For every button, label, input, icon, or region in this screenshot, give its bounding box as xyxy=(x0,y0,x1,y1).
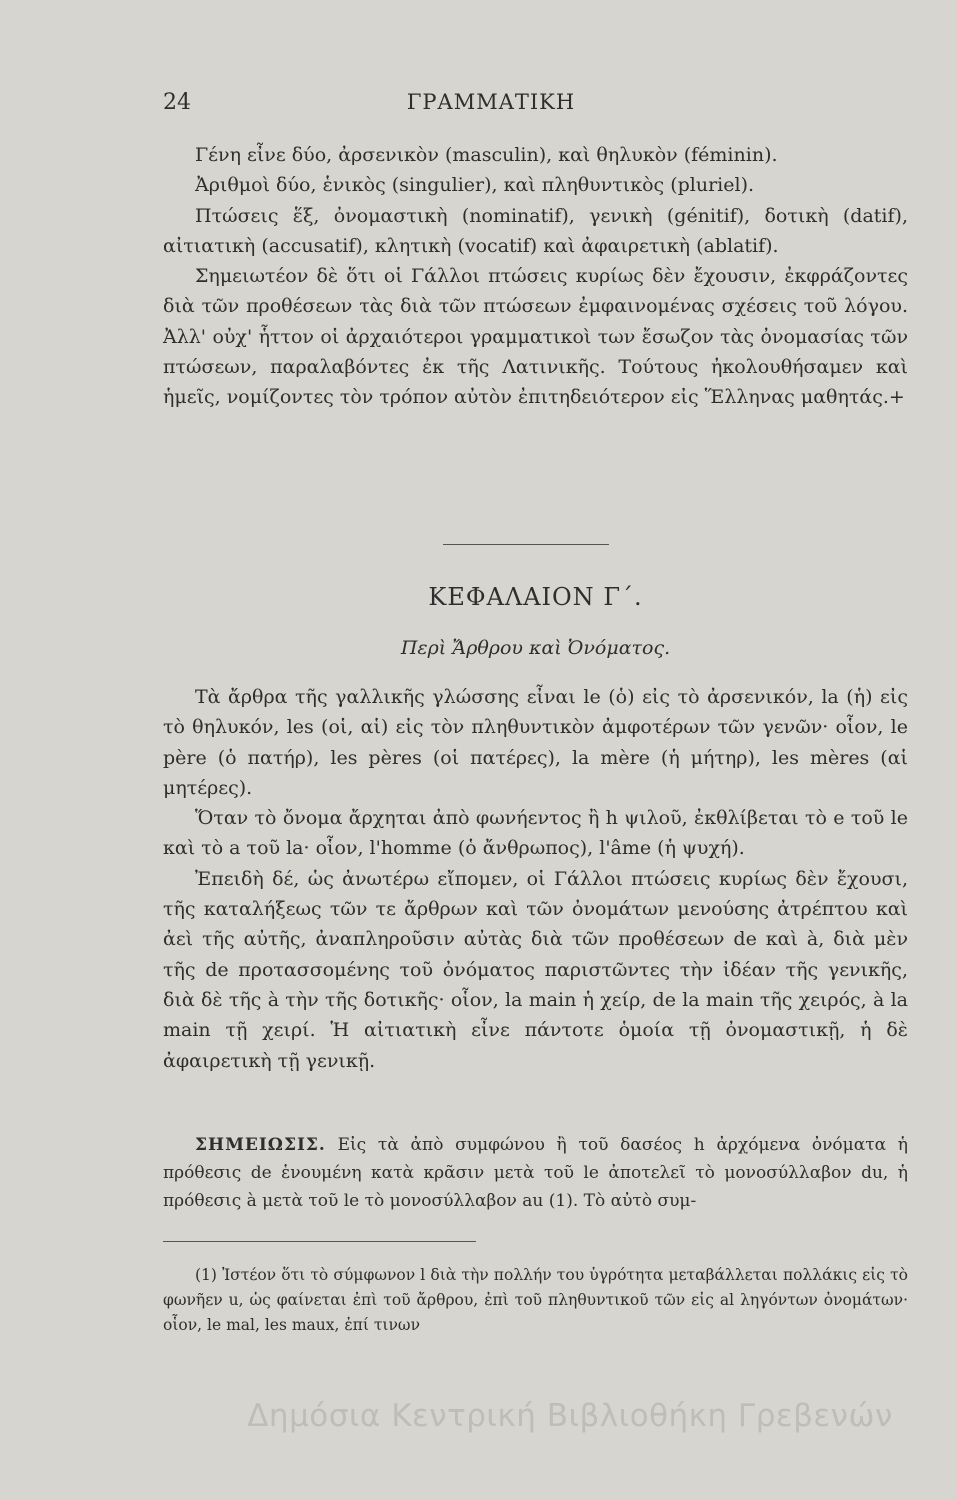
note-section xyxy=(163,1131,908,1215)
running-head: ΓΡΑΜΜΑΤΙΚΗ xyxy=(406,90,576,114)
footnote-text: (1) Ἰστέον ὅτι τὸ σύμφωνον l διὰ τὴν πολλήν του ὑγρότητα μεταβάλλεται πολλάκις εἰς τὸ φωνῆεν u, ὡς φαίνεται ἐπὶ τοῦ ἄρθρου, ἐπὶ τοῦ πληθυντικοῦ τῶν εἰς al ληγόντων ὀνομάτων· οἷον, le mal, les maux, ἐπί τινων xyxy=(163,1266,908,1334)
paragraph-prepositions: Ἐπειδὴ δέ, ὡς ἀνωτέρω εἴπομεν, οἱ Γάλλοι πτώσεις κυρίως δὲν ἔχουσι, τῆς καταλήξεως τῶν τε ἄρθρων καὶ τῶν ὀνομάτων μενούσης ἀτρέπτου καὶ ἀεὶ τῆς αὐτῆς, ἀναπληροῦσιν αὐτὰς διὰ τῶν προθέσεων de καὶ à, διὰ μὲν τῆς de προτασσομένης τοῦ ὀνόματος παριστῶντες τὴν ἰδέαν τῆς γενικῆς, διὰ δὲ τῆς à τὴν τῆς δοτικῆς· οἷον, la main ἡ χείρ, de la main τῆς χειρός, à la main τῇ χειρί. Ἡ αἰτιατικὴ εἶνε πάντοτε ὁμοία τῇ ὀνομαστικῇ, ἡ δὲ ἀφαιρετικὴ τῇ γενικῇ. xyxy=(163,867,908,1072)
intro-section xyxy=(163,140,908,413)
paragraph-articles: Τὰ ἄρθρα τῆς γαλλικῆς γλώσσης εἶναι le (ὁ) εἰς τὸ ἀρσενικόν, la (ἡ) εἰς τὸ θηλυκόν, les (οἱ, αἱ) εἰς τὸν πληθυντικὸν ἀμφοτέρων τῶν γενῶν· οἷον, le père (ὁ πατήρ), les pères (οἱ πατέρες), la mère (ἡ μήτηρ), les mères (αἱ μητέρες). xyxy=(163,686,908,799)
note-heading: ΣΗΜΕΙΩΣΙΣ. xyxy=(195,1135,326,1155)
page-number: 24 xyxy=(163,90,191,115)
library-watermark: Δημόσια Κεντρική Βιβλιοθήκη Γρεβενών xyxy=(247,1398,893,1434)
chapter-subtitle: Περὶ Ἄρθρου καὶ Ὀνόματος. xyxy=(400,637,671,659)
paragraph-cases: Πτώσεις ἕξ, ὀνομαστικὴ (nominatif), γενικὴ (génitif), δοτικὴ (datif), αἰτιατικὴ (accusatif), κλητικὴ (vocatif) καὶ ἀφαιρετικὴ (ablatif). xyxy=(163,204,908,257)
chapter-body xyxy=(163,682,908,1076)
paragraph-genders: Γένη εἶνε δύο, ἀρσενικὸν (masculin), καὶ θηλυκὸν (féminin). xyxy=(195,144,778,166)
chapter-title: ΚΕΦΑΛΑΙΟΝ Γ΄. xyxy=(428,583,643,611)
paragraph-elision: Ὅταν τὸ ὄνομα ἄρχηται ἀπὸ φωνήεντος ἢ h ψιλοῦ, ἐκθλίβεται τὸ e τοῦ le καὶ τὸ a τοῦ la· οἷον, l'homme (ὁ ἄνθρωπος), l'âme (ἡ ψυχή). xyxy=(163,807,908,860)
footnote-section xyxy=(163,1263,908,1338)
note-paragraph xyxy=(163,1131,908,1215)
footnote-divider xyxy=(163,1241,476,1242)
section-divider xyxy=(443,544,609,545)
page-header xyxy=(163,90,819,120)
note-text: Εἰς τὰ ἀπὸ συμφώνου ἢ τοῦ δασέος h ἀρχόμενα ὀνόματα ἡ πρόθεσις de ἑνουμένη κατὰ κρᾶσιν μετὰ τοῦ le ἀποτελεῖ τὸ μονοσύλλαβον du, ἡ πρόθεσις à μετὰ τοῦ le τὸ μονοσύλλαβον au (1). Τὸ αὐτὸ συμ- xyxy=(163,1135,908,1211)
paragraph-numbers: Ἀριθμοὶ δύο, ἑνικὸς (singulier), καὶ πληθυντικὸς (pluriel). xyxy=(195,174,755,197)
paragraph-remark: Σημειωτέον δὲ ὅτι οἱ Γάλλοι πτώσεις κυρίως δὲν ἔχουσιν, ἐκφράζοντες διὰ τῶν προθέσεων τὰς διὰ τῶν πτώσεων ἐμφαινομένας σχέσεις τοῦ λόγου. Ἀλλ' οὐχ' ἧττον οἱ ἀρχαιότεροι γραμματικοὶ των ἔσωζον τὰς ὀνομασίας τῶν πτώσεων, παραλαβόντες ἐκ τῆς Λατινικῆς. Τούτους ἠκολουθήσαμεν καὶ ἡμεῖς, νομίζοντες τὸν τρόπον αὐτὸν ἐπιτηδειότερον εἰς Ἕλληνας μαθητάς.+ xyxy=(163,265,908,409)
